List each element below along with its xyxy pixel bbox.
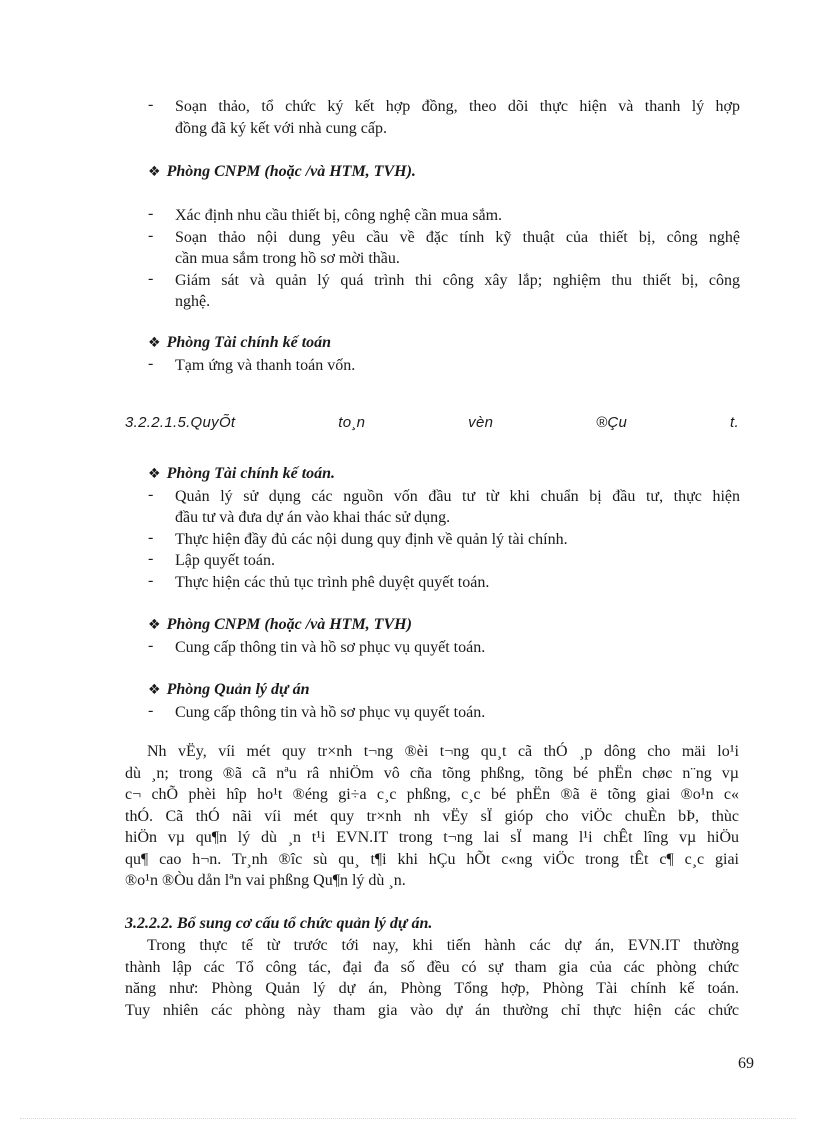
list-item bbox=[148, 529, 740, 551]
paragraph-line: thÓ. Cã thÓ nãi víi mét quy tr×nh nh vËy sÏ gióp cho viÖc chuÈn bÞ, thùc bbox=[125, 807, 739, 825]
list-item-text: đồng đã ký kết với nhà cung cấp. bbox=[175, 119, 387, 137]
list-item bbox=[148, 637, 740, 659]
section-heading: 3.2.2.2. Bổ sung cơ cấu tổ chức quản lý dự án. bbox=[125, 915, 433, 932]
dash-marker: - bbox=[148, 226, 154, 244]
dash-marker: - bbox=[148, 636, 154, 654]
s2-heading bbox=[148, 161, 740, 184]
list-item-text: Thực hiện các thủ tục trình phê duyệt quyết toán. bbox=[175, 573, 490, 591]
list-item bbox=[148, 572, 740, 594]
list-item bbox=[148, 270, 740, 313]
paragraph-line: dù ¸n; trong ®ã cã nªu râ nhiÖm vô cña tõng phßng, tõng bé phËn chøc n¨ng vµ bbox=[125, 764, 739, 782]
list-item bbox=[148, 550, 740, 572]
dash-marker: - bbox=[148, 550, 154, 567]
dash-marker: - bbox=[148, 701, 154, 719]
section-heading: Phòng CNPM (hoặc /và HTM, TVH) bbox=[166, 616, 412, 633]
list-item bbox=[148, 486, 740, 529]
page-number: 69 bbox=[738, 1055, 754, 1072]
s1-list bbox=[148, 96, 740, 139]
paragraph-line: Tuy nhiên các phòng này tham gia vào dự án thường chỉ thực hiện các chức bbox=[125, 1001, 739, 1019]
paragraph-line: hiÖn vµ qu¶n lý dù ¸n t¹i EVN.IT trong t¬ng lai sÏ mang l¹i chÊt lîng vµ hiÖu bbox=[125, 829, 739, 846]
list-item-text: cần mua sắm trong hồ sơ mời thầu. bbox=[175, 250, 400, 267]
garbled-paragraph bbox=[125, 741, 739, 892]
list-item-text: nghệ. bbox=[175, 293, 211, 310]
dash-marker: - bbox=[148, 354, 154, 372]
diamond-bullet-icon: ❖ bbox=[148, 682, 161, 698]
section-heading: Phòng Tài chính kế toán bbox=[166, 334, 332, 351]
paragraph-line: Nh vËy, víi mét quy tr×nh t¬ng ®èi t¬ng qu¸t cã thÓ ¸p dông cho mäi lo¹i bbox=[147, 743, 739, 760]
section-heading: Phòng Quản lý dự án bbox=[166, 681, 310, 698]
list-item-text: Tạm ứng và thanh toán vốn. bbox=[175, 356, 356, 374]
section-heading: Phòng Tài chính kế toán. bbox=[166, 465, 336, 482]
dash-marker: - bbox=[148, 571, 154, 589]
paragraph-line: qu¶ cao h¬n. Tr¸nh ®îc sù qu¸ t¶i khi hÇu hÕt c«ng viÖc trong tÊt c¶ c¸c giai bbox=[125, 850, 739, 868]
list-item-text: Soạn thảo nội dung yêu cầu về đặc tính kỹ thuật của thiết bị, công nghệ bbox=[175, 228, 740, 246]
list-item bbox=[148, 96, 740, 139]
s3 bbox=[148, 332, 740, 376]
s4 bbox=[148, 463, 740, 593]
paragraph-line: năng như: Phòng Quản lý dự án, Phòng Tổng hợp, Phòng Tài chính kế toán. bbox=[125, 980, 739, 997]
paragraph-line: Trong thực tế từ trước tới nay, khi tiến hành các dự án, EVN.IT thường bbox=[147, 937, 739, 954]
paragraph-line: thành lập các Tổ công tác, đại đa số đều có sự tham gia của các phòng chức bbox=[125, 958, 739, 976]
list-item-text: Giám sát và quản lý quá trình thi công xây lắp; nghiệm thu thiết bị, công bbox=[175, 271, 740, 289]
section-heading-block bbox=[125, 913, 739, 935]
list-item bbox=[148, 355, 740, 377]
list-item bbox=[148, 205, 740, 227]
paragraph-line: c¬ chÕ phèi hîp ho¹t ®éng gi÷a c¸c phßng, c¸c bé phËn ®ã ë tõng giai ®o¹n c« bbox=[125, 786, 739, 803]
diamond-bullet-icon: ❖ bbox=[148, 164, 161, 180]
dash-marker: - bbox=[148, 269, 154, 287]
list-item-text: Soạn thảo, tổ chức ký kết hợp đồng, theo dõi thực hiện và thanh lý hợp bbox=[175, 98, 740, 115]
page-footer-divider bbox=[20, 1118, 796, 1119]
dash-marker: - bbox=[148, 205, 154, 222]
dash-marker: - bbox=[148, 528, 154, 546]
list-item-text: Cung cấp thông tin và hồ sơ phục vụ quyết toán. bbox=[175, 703, 486, 721]
list-item-text: Lập quyết toán. bbox=[175, 552, 275, 569]
diamond-bullet-icon: ❖ bbox=[148, 617, 161, 633]
list-item-text: Cung cấp thông tin và hồ sơ phục vụ quyết toán. bbox=[175, 638, 486, 656]
dash-marker: - bbox=[148, 96, 154, 113]
list-item bbox=[148, 227, 740, 270]
list-item-text: Thực hiện đầy đủ các nội dung quy định về quản lý tài chính. bbox=[175, 530, 568, 548]
dash-marker: - bbox=[148, 485, 154, 503]
subsection-heading: 3.2.2.1.5.QuyÕt to¸n vèn ®Çu t. bbox=[125, 414, 739, 431]
list-item-text: Xác định nhu cầu thiết bị, công nghệ cần mua sắm. bbox=[175, 207, 503, 224]
s5 bbox=[148, 614, 740, 658]
subsection-heading-block bbox=[125, 412, 739, 434]
s6 bbox=[148, 679, 740, 723]
s2-list bbox=[148, 205, 740, 313]
list-item-text: đầu tư và đưa dự án vào khai thác sử dụng. bbox=[175, 509, 451, 526]
list-item bbox=[148, 702, 740, 724]
final-paragraph bbox=[125, 935, 739, 1021]
section-heading: Phòng CNPM (hoặc /và HTM, TVH). bbox=[166, 163, 416, 180]
paragraph-line: ®o¹n ®Òu dån lªn vai phßng Qu¶n lý dù ¸n. bbox=[125, 872, 406, 889]
diamond-bullet-icon: ❖ bbox=[148, 466, 161, 482]
diamond-bullet-icon: ❖ bbox=[148, 335, 161, 351]
list-item-text: Quản lý sử dụng các nguồn vốn đầu tư từ khi chuẩn bị đầu tư, thực hiện bbox=[175, 487, 740, 505]
